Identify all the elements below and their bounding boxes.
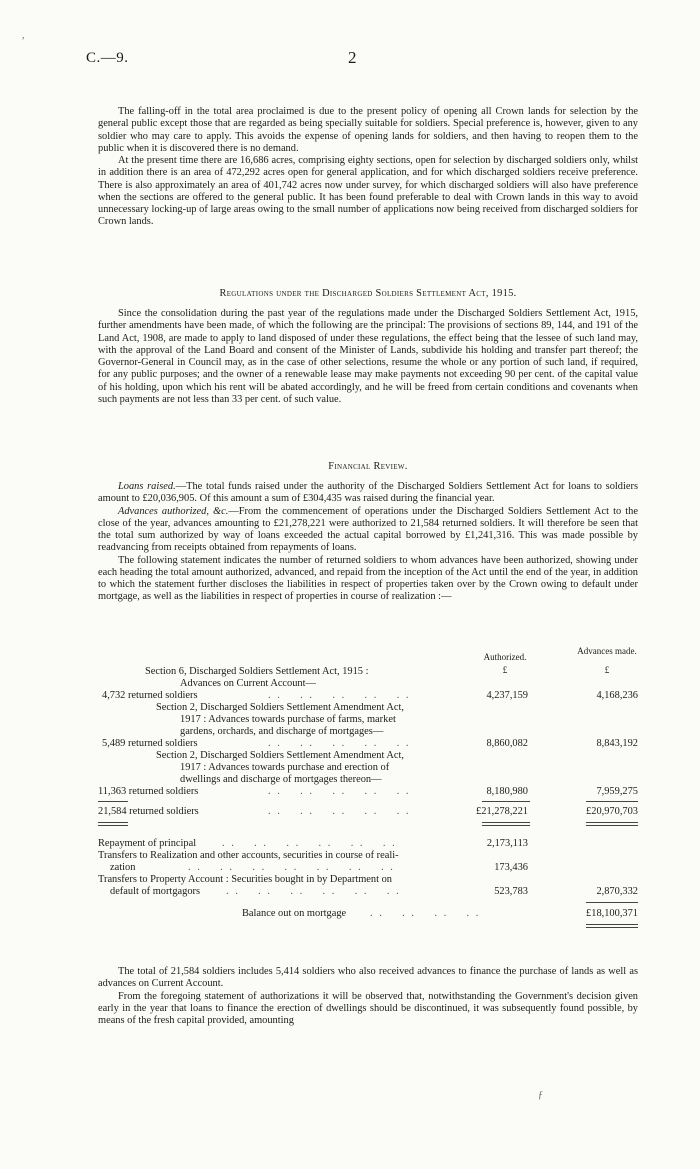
- table-row-balance: Balance out on mortgage . . . . . . . . £18,100,371: [242, 908, 638, 919]
- paragraph: The total of 21,584 soldiers includes 5,414 soldiers who also received advances to finance the purchase of lands as well as advances on Current Account.: [98, 966, 638, 990]
- col-header-advances: Advances made.: [577, 646, 637, 656]
- series-code: C.—9.: [86, 50, 129, 66]
- divider: [482, 801, 530, 802]
- loans-text: —The total funds raised under the authority of the Discharged Soldiers Settlement Act for loans to soldiers amount to £20,036,905. Of this amount a sum of £304,435 was raised during the financial year.: [98, 481, 638, 505]
- table-row: 11,363 returned soldiers . . . . . . . . . . 8,180,980 7,959,275: [98, 786, 638, 797]
- divider: [586, 902, 638, 903]
- double-divider: [586, 924, 638, 928]
- currency-symbol: £: [502, 665, 508, 675]
- divider: [586, 801, 638, 802]
- table-row: zation . . . . . . . . . . . . . . 173,436: [110, 862, 528, 873]
- paragraph: At the present time there are 16,686 acres, comprising eighty sections, open for selection by discharged soldiers only, whilst in addition there is an area of 472,292 acres open for general application, and for which discharged soldiers receive preference. There is also approximately an area of 401,742 acres now under survey, for which discharged soldiers will also have preference when the sections are offered to the general public. It has been found preferable to deal with Crown lands in this way to avoid unnecessary locking-up of large areas owing to the small number of applications now being received from discharged soldiers for Crown lands.: [98, 155, 638, 228]
- double-divider: [482, 822, 530, 826]
- table-row: Repayment of principal . . . . . . . . . . . . 2,173,113: [98, 838, 528, 849]
- table-row: Section 2, Discharged Soldiers Settlement Amendment Act,: [156, 702, 404, 713]
- table-row: 1917 : Advances towards purchase of farms, market: [180, 714, 396, 725]
- table-row: 1917 : Advances towards purchase and erection of: [180, 762, 390, 773]
- table-row-total: 21,584 returned soldiers . . . . . . . . . . £21,278,221 £20,970,703: [98, 806, 638, 817]
- table-row: default of mortgagors . . . . . . . . . . . . 523,783 2,870,332: [110, 886, 638, 897]
- page-number: 2: [348, 48, 357, 67]
- regulations-heading: Regulations under the Discharged Soldiers Settlement Act, 1915.: [219, 288, 517, 299]
- page-mark: ƒ: [538, 1090, 543, 1101]
- paragraph: [98, 506, 638, 555]
- paragraph: From the foregoing statement of authorizations it will be observed that, notwithstanding the Government's decision given early in the year that loans to finance the erection of dwellings should be discontinued, it was subsequently found possible, by means of the fresh capital provided, amounting: [98, 990, 638, 1026]
- statement-table: [98, 646, 638, 946]
- margin-mark: ,: [22, 30, 25, 41]
- table-row: Transfers to Realization and other accounts, securities in course of reali-: [98, 850, 399, 861]
- regulations-section: [98, 308, 638, 406]
- table-row: gardens, orchards, and discharge of mortgages—: [180, 726, 384, 737]
- table-row: 5,489 returned soldiers . . . . . . . . . . 8,860,082 8,843,192: [102, 738, 638, 749]
- double-divider: [98, 822, 128, 826]
- paragraph: The following statement indicates the number of returned soldiers to whom advances have been authorized, showing under each heading the total amount authorized, advanced, and repaid from the inception of the Act until the end of the year, in addition to which the statement further discloses the liabilities in respect of properties taken over by the Crown owing to default under mortgage, as well as the liabilities in respect of properties in course of realization :—: [98, 554, 638, 603]
- table-row: 4,732 returned soldiers . . . . . . . . . . 4,237,159 4,168,236: [102, 690, 638, 701]
- currency-symbol: £: [604, 665, 610, 675]
- closing-section: [98, 966, 638, 1027]
- advances-text: —From the commencement of operations under the Discharged Soldiers Settlement Act to the close of the year, advances amounting to £21,278,221 were authorized to 21,584 returned soldiers. It will therefore be seen that the total sum authorized by way of loans exceeded the actual capital borrowed by £1,241,316. This was made possible by readvancing from receipts obtained from repayments of loans.: [98, 505, 638, 554]
- col-header-authorized: Authorized.: [483, 652, 527, 662]
- table-row: Section 6, Discharged Soldiers Settlement Act, 1915 :: [145, 666, 369, 677]
- loans-lead: Loans raised.: [118, 481, 176, 492]
- table-row: dwellings and discharge of mortgages thereon—: [180, 774, 382, 785]
- paragraph: [98, 481, 638, 506]
- financial-heading: Financial Review.: [328, 461, 408, 472]
- financial-section: [98, 481, 638, 604]
- paragraph: The falling-off in the total area proclaimed is due to the present policy of opening all Crown lands for selection by the general public except those that are regarded as being specially suitable for soldiers. Special preference is, however, given to any soldier who may care to apply. This avoids the expense of opening lands for soldiers, and then having to reopen them to the public when it is discovered there is no demand.: [98, 106, 638, 154]
- table-row: Advances on Current Account—: [180, 678, 316, 689]
- table-row: Transfers to Property Account : Securities bought in by Department on: [98, 874, 392, 885]
- advances-lead: Advances authorized, &c.: [118, 505, 229, 517]
- divider: [98, 801, 128, 802]
- table-row: Section 2, Discharged Soldiers Settlement Amendment Act,: [156, 750, 404, 761]
- double-divider: [586, 822, 638, 826]
- paragraph: Since the consolidation during the past year of the regulations made under the Discharged Soldiers Settlement Act, 1915, further amendments have been made, of which the following are the principal: The provisions of sections 89, 144, and 191 of the Land Act, 1908, are made to apply to land disposed of under these regulations, the effect being that the lessee of such land may, with the approval of the Land Board and consent of the Minister of Lands, subdivide his holding and transfer part thereof; the Governor-General in Council may, as in the case of other selections, resume the whole or any portion of such land, if required, for any public purposes; and the owner of a renewable lease may make payments not exceeding 90 per cent. of the capital value of his holding, upon which his rent will be abated accordingly, and he will be freed from certain conditions and covenants when such payments are not less than 33 per cent. of such value.: [98, 308, 638, 405]
- intro-section: [98, 106, 638, 229]
